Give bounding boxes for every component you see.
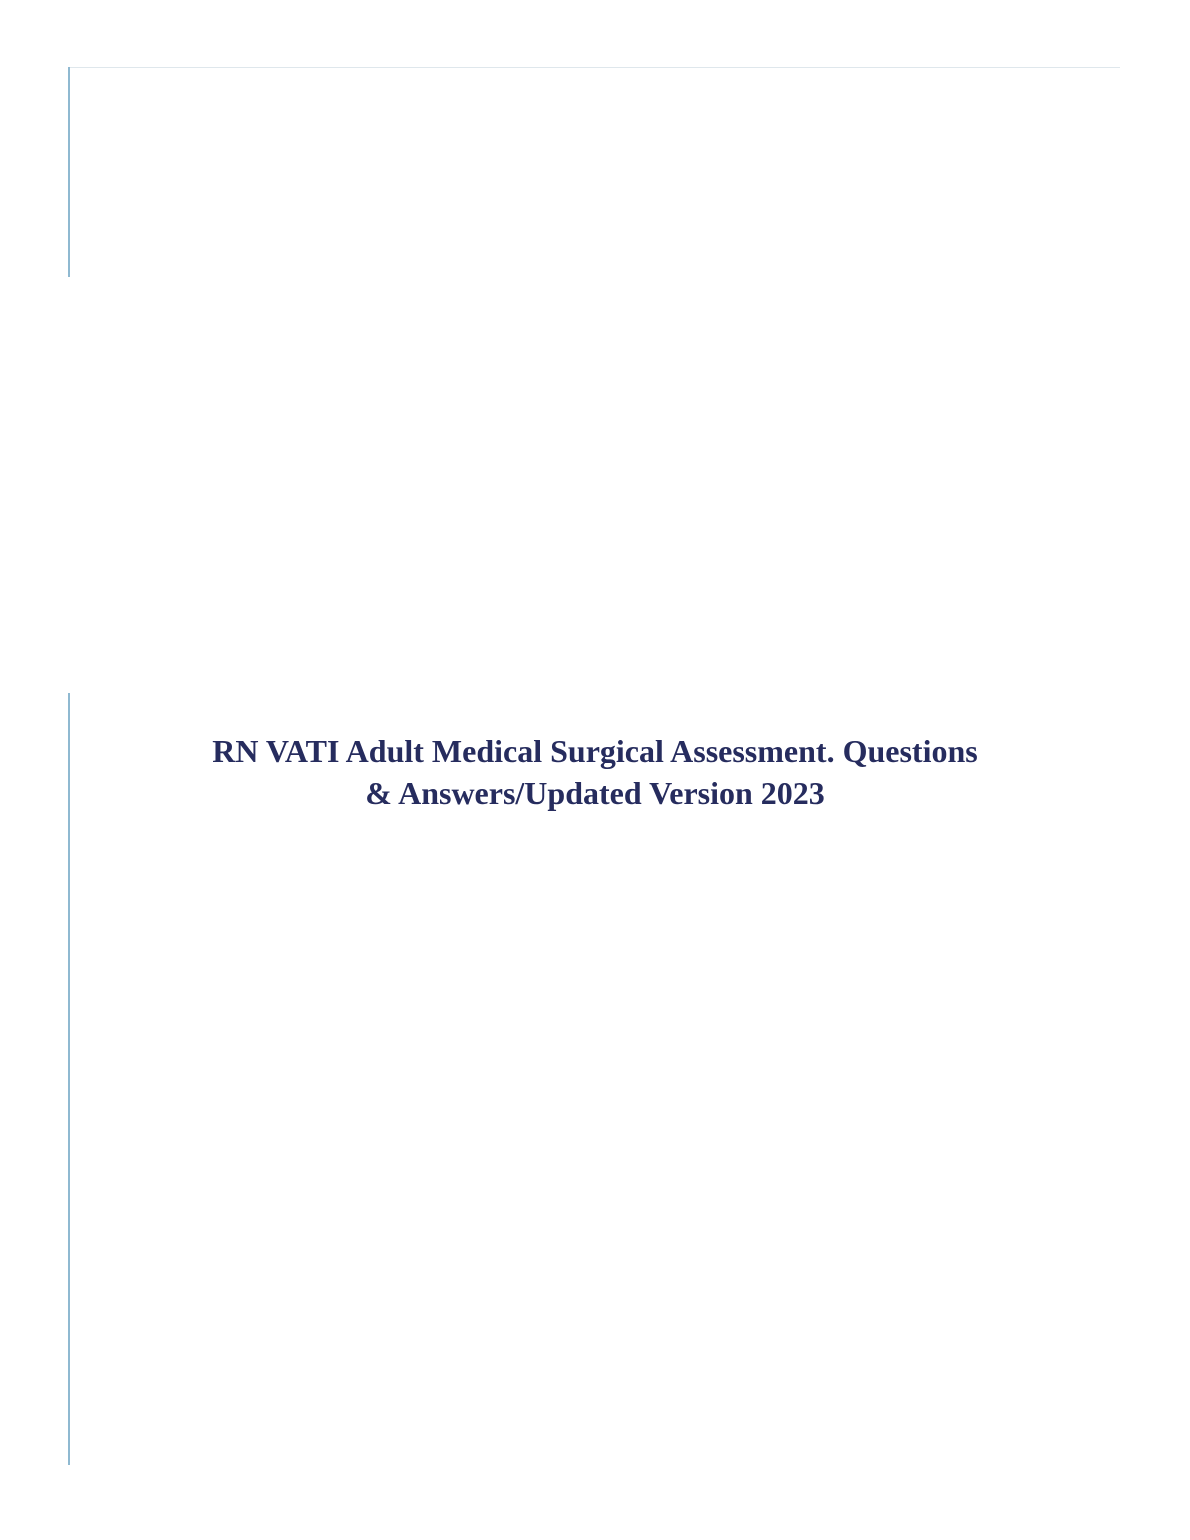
top-divider-line — [69, 67, 1120, 68]
document-title — [120, 730, 1070, 814]
document-title-line-2: & Answers/Updated Version 2023 — [365, 775, 825, 811]
document-title-line-1: RN VATI Adult Medical Surgical Assessment. Questions — [212, 733, 978, 769]
left-accent-bar-top — [68, 67, 70, 277]
left-accent-bar-bottom — [68, 693, 70, 1465]
